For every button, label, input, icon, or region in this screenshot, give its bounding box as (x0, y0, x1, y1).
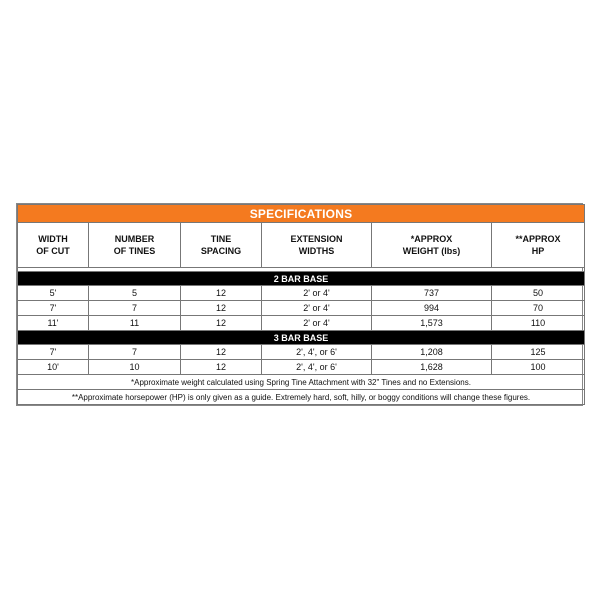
cell-width-of-cut: 7' (18, 345, 89, 360)
table-row (18, 345, 585, 360)
cell-width-of-cut: 5' (18, 286, 89, 301)
column-header-extension-widths (262, 223, 372, 268)
cell-approx-hp: 50 (492, 286, 585, 301)
column-header-width-of-cut (18, 223, 89, 268)
header-line: **APPROX (515, 234, 561, 244)
table-row (18, 301, 585, 316)
column-header-approx-weight (372, 223, 492, 268)
table-row (18, 316, 585, 331)
table-title: SPECIFICATIONS (18, 205, 585, 223)
cell-extension-widths: 2' or 4' (262, 316, 372, 331)
section-row-2-bar-base (18, 272, 585, 286)
cell-number-of-tines: 10 (89, 360, 181, 375)
column-header-tine-spacing (181, 223, 262, 268)
footnote-horsepower: **Approximate horsepower (HP) is only given as a guide. Extremely hard, soft, hilly, or boggy conditions will change these figures. (18, 390, 585, 405)
header-line: OF TINES (113, 246, 156, 256)
cell-number-of-tines: 7 (89, 345, 181, 360)
header-row (18, 223, 585, 268)
column-header-number-of-tines (89, 223, 181, 268)
cell-extension-widths: 2' or 4' (262, 286, 372, 301)
cell-number-of-tines: 5 (89, 286, 181, 301)
specifications-table-container (16, 203, 583, 406)
cell-approx-weight: 1,573 (372, 316, 492, 331)
cell-extension-widths: 2', 4', or 6' (262, 345, 372, 360)
cell-tine-spacing: 12 (181, 360, 262, 375)
cell-number-of-tines: 11 (89, 316, 181, 331)
cell-approx-hp: 70 (492, 301, 585, 316)
footnote-weight: *Approximate weight calculated using Spring Tine Attachment with 32" Tines and no Extensions. (18, 375, 585, 390)
cell-tine-spacing: 12 (181, 316, 262, 331)
header-line: SPACING (200, 246, 242, 256)
header-line: WIDTH (38, 234, 68, 244)
cell-width-of-cut: 11' (18, 316, 89, 331)
cell-approx-hp: 100 (492, 360, 585, 375)
footnote-row (18, 390, 585, 405)
cell-extension-widths: 2', 4', or 6' (262, 360, 372, 375)
cell-width-of-cut: 7' (18, 301, 89, 316)
cell-extension-widths: 2' or 4' (262, 301, 372, 316)
cell-width-of-cut: 10' (18, 360, 89, 375)
cell-approx-weight: 737 (372, 286, 492, 301)
title-row (18, 205, 585, 223)
header-line: HP (531, 246, 545, 256)
header-line: EXTENSION (290, 234, 343, 244)
table-row (18, 360, 585, 375)
section-label: 3 BAR BASE (18, 331, 585, 345)
cell-tine-spacing: 12 (181, 301, 262, 316)
header-line: TINE (210, 234, 232, 244)
header-line: WEIGHT (lbs) (402, 246, 461, 256)
header-line: WIDTHS (298, 246, 335, 256)
section-row-3-bar-base (18, 331, 585, 345)
footnote-row (18, 375, 585, 390)
cell-approx-hp: 110 (492, 316, 585, 331)
cell-approx-hp: 125 (492, 345, 585, 360)
header-line: OF CUT (36, 246, 70, 256)
cell-approx-weight: 994 (372, 301, 492, 316)
specifications-table (17, 204, 585, 405)
cell-approx-weight: 1,208 (372, 345, 492, 360)
header-line: NUMBER (114, 234, 155, 244)
cell-approx-weight: 1,628 (372, 360, 492, 375)
table-row (18, 286, 585, 301)
header-line: *APPROX (410, 234, 453, 244)
cell-number-of-tines: 7 (89, 301, 181, 316)
cell-tine-spacing: 12 (181, 345, 262, 360)
cell-tine-spacing: 12 (181, 286, 262, 301)
section-label: 2 BAR BASE (18, 272, 585, 286)
column-header-approx-hp (492, 223, 585, 268)
